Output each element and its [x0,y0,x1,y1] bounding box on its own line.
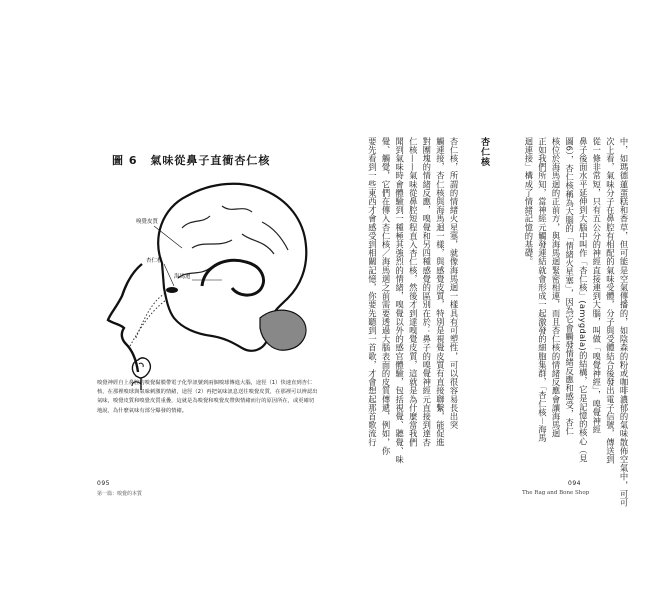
label-amygdala: 杏仁核 [146,258,163,264]
text-line: 迴連接」構成了情緒記憶的基礎。 [523,137,534,266]
text-line: 聞到氣味時會體驗到一種極其強烈的情緒，嗅覺以外的感官體驗，包括視覺、聽覺、味 [394,137,405,464]
text-line: 對團塊的情緒反應，嗅覺和另四種感覺的區別在於：鼻子的嗅覺神經元直接到達杏 [421,137,432,447]
brain-nose-illustration [92,168,322,390]
caption-text: 嗅覺神經自上鼻腔的嗅覺黏膜帶電子化學訊號到兩個嗅球傳進大腦，途徑（1）快速直到杏仁核，在那裡嗅球與氣味刺激的情緒，途徑（2）再把氣味訊息送往嗅覺皮質，在那裡可以辨認出氣味，嗅覺皮質和嗅覺皮質重疊，這就是為嗅覺和嗅覺皮帶與情緒而行的原因所在，或更確切地說，為什麼氣味有部分爆發的情緒。 [97,380,318,414]
text-line: 圖6），杏仁核稱為大腦的「情緒火星塞」，因為它會觸發情緒反應和感受，杏仁 [564,137,575,436]
text-line: 正如我們所知，當神經元觸發連結就會形成一起激發的細胞集群，「杏仁核－海馬 [537,137,548,443]
label-hippocampus: 海馬迴 [174,274,191,280]
limbic-curve [202,260,264,295]
text-line: 鼻子後面水平延伸到大腦中叫作「杏仁核」(amygdala)的結構，它是記憶的核心（見 [578,137,589,463]
olfactory-bulb [166,287,178,293]
text-line: 仁核——氣味從鼻腔短程直入杏仁核，然後才到達嗅覺皮質，這就是為什麼當我們 [408,137,419,447]
text-line: 覺、觸覺，它們在傳入杏仁核／海馬迴之前需要透過大腦表面的皮質傳遞，例如，你 [381,137,392,456]
figure-caption-title: 氣味從鼻子直衝杏仁核 [150,154,271,167]
face-profile [108,264,142,372]
illustration-svg [92,168,322,390]
airflow-path-2 [130,300,166,346]
text-line: 要先看到一些東西才會感受到相關記憶，你要先聽到一首歌，才會想起那首歌流行 [367,137,378,447]
section-heading: 杏仁核 [479,137,489,167]
figure-caption [97,379,319,416]
running-head-right: The Rag and Bone Shop [522,490,590,496]
label-olfactory-cortex: 嗅覺皮質 [136,219,159,225]
text-line: 核位於海馬迴的正前方，與海馬迴緊密相連，而且杏仁核的情緒反應會讓海馬迴 [551,137,562,438]
page-number-left: 095 [97,480,110,487]
figure-title [112,152,312,168]
page-number-right: 094 [568,480,581,487]
running-head-left: 第一篇：嗅覺的本質 [97,491,143,497]
text-line: 從一條非常短，只有五公分的神經直接連到大腦，叫做「嗅覺神經」，嗅覺神經 [591,137,602,434]
text-line: 觸連接，杏仁核與海馬迴一樣，與感覺皮質，特別是視覺皮質有直接聯繫，能促進 [435,137,446,447]
text-line: 杏仁核，所謂的情緒火星塞，就像海馬迴一樣具有可塑性，可以很容易長出突 [449,137,459,430]
cerebellum [260,310,306,350]
figure-number: 圖 6 [112,154,138,167]
brain-gyri [178,206,288,278]
text-line: 次上看，氣味分子在鼻腔有相配的氣味受體，分子與受體結合後發出電子信號，傳送到 [605,137,616,464]
paragraph-bottom [360,137,460,487]
text-line: 中，如瑪德蓮蛋糕和香草，但可能是空氣傳播的，如陰森的粉或咖啡濃郁的氣味散佈空氣中，可可 [619,137,629,507]
